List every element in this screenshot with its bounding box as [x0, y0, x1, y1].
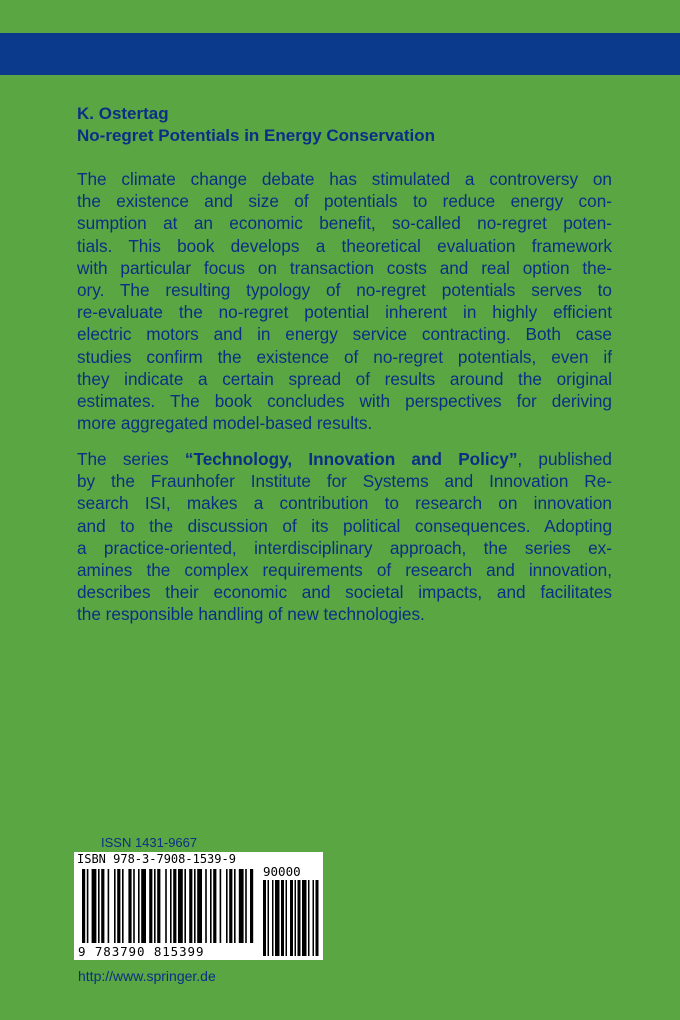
barcode-addon-bar	[281, 880, 284, 956]
barcode-ean-digits: 9 783790 815399	[78, 944, 205, 959]
barcode-addon-digits: 90000	[263, 864, 301, 879]
abstract-line: estimates. The book concludes with perspectives for deriving	[77, 390, 612, 411]
top-color-band	[0, 33, 680, 75]
isbn-label: ISBN 978-3-7908-1539-9	[77, 852, 236, 866]
series-line: amines the complex requirements of research and innovation,	[77, 559, 612, 580]
barcode-bar	[194, 869, 196, 943]
barcode-bar	[82, 869, 85, 943]
barcode-bar	[122, 869, 124, 943]
barcode-addon-bar	[286, 880, 288, 956]
barcode-bar	[245, 869, 247, 943]
barcode-bar	[197, 869, 202, 943]
barcode-bar	[87, 869, 89, 943]
abstract-line: the existence and size of potentials to reduce energy con-	[77, 191, 612, 212]
barcode-addon-bar	[275, 880, 280, 956]
barcode-bar	[149, 869, 152, 943]
abstract-line: The climate change debate has stimulated a controversy on	[77, 169, 612, 189]
barcode-bar	[205, 869, 207, 943]
abstract-line: sumption at an economic benefit, so-called no-regret poten-	[77, 213, 612, 234]
barcode-addon-bar	[268, 880, 270, 956]
barcode-bar	[114, 869, 116, 943]
barcode-bar	[213, 869, 216, 943]
series-line: describes their economic and societal impacts, and facilitates	[77, 582, 612, 603]
series-first-line	[77, 448, 612, 470]
abstract-line: studies confirm the existence of no-regret potentials, even if	[77, 346, 612, 367]
barcode-bar	[210, 869, 212, 943]
barcode-bar	[117, 869, 120, 943]
barcode-bar	[229, 869, 232, 943]
series-line: search ISI, makes a contribution to research on innovation	[77, 493, 612, 514]
abstract-line: they indicate a certain spread of results around the original	[77, 368, 612, 389]
series-paragraph	[77, 448, 612, 626]
barcode-bar	[234, 869, 236, 943]
barcode-bar	[226, 869, 228, 943]
barcode-bar	[92, 869, 97, 943]
barcode-addon-bar	[263, 880, 266, 956]
abstract-line: tials. This book develops a theoretical evaluation framework	[77, 235, 612, 256]
series-line: and to the discussion of its political consequences. Adopting	[77, 515, 612, 536]
abstract-line: re-evaluate the no-regret potential inherent in highly efficient	[77, 302, 612, 323]
barcode-bar	[184, 869, 186, 943]
barcode-bar	[165, 869, 167, 943]
barcode-bar	[173, 869, 176, 943]
barcode-addon-bar	[298, 880, 301, 956]
publisher-url: http://www.springer.de	[78, 968, 216, 984]
barcode-bar	[170, 869, 172, 943]
abstract-line: with particular focus on transaction costs and real option the-	[77, 257, 612, 278]
abstract-line: ory. The resulting typology of no-regret potentials serves to	[77, 279, 612, 300]
barcode-bar	[154, 869, 156, 943]
barcode-bar	[128, 869, 131, 943]
barcode-addon-bar	[313, 880, 315, 956]
barcode-addon-bar	[295, 880, 297, 956]
series-line: the responsible handling of new technologies.	[77, 604, 425, 625]
barcode-bar	[108, 869, 110, 943]
series-line: a practice-oriented, interdisciplinary approach, the series ex-	[77, 537, 612, 558]
abstract-line: electric motors and in energy service contracting. Both case	[77, 324, 612, 345]
barcode-bar	[178, 869, 183, 943]
barcode-addon-bar	[272, 880, 274, 956]
book-title: No-regret Potentials in Energy Conservation	[77, 126, 436, 145]
issn-label: ISSN 1431-9667	[101, 835, 198, 850]
author-name: K. Ostertag	[77, 104, 169, 123]
series-name: “Technology, Innovation and Policy”	[184, 449, 518, 469]
series-line: by the Fraunhofer Institute for Systems and Innovation Re-	[77, 471, 612, 492]
barcode-bar	[189, 869, 192, 943]
barcode-addon-bar	[308, 880, 310, 956]
barcode-bar	[101, 869, 104, 943]
barcode-bar	[239, 869, 244, 943]
barcode-bar	[98, 869, 100, 943]
series-intro: The series	[77, 449, 185, 469]
barcode-bar	[141, 869, 146, 943]
abstract-line: more aggregated model-based results.	[77, 413, 373, 434]
barcode-bar	[250, 869, 253, 943]
barcode-addon-bar	[302, 880, 307, 956]
barcode-addon-bar	[290, 880, 293, 956]
abstract-paragraph	[77, 168, 612, 434]
barcode	[74, 852, 323, 960]
barcode-bar	[138, 869, 140, 943]
barcode-bar	[220, 869, 222, 943]
barcode-addon-bar	[316, 880, 319, 956]
barcode-bar	[157, 869, 160, 943]
series-after-name: , published	[517, 449, 612, 469]
barcode-bar	[133, 869, 135, 943]
